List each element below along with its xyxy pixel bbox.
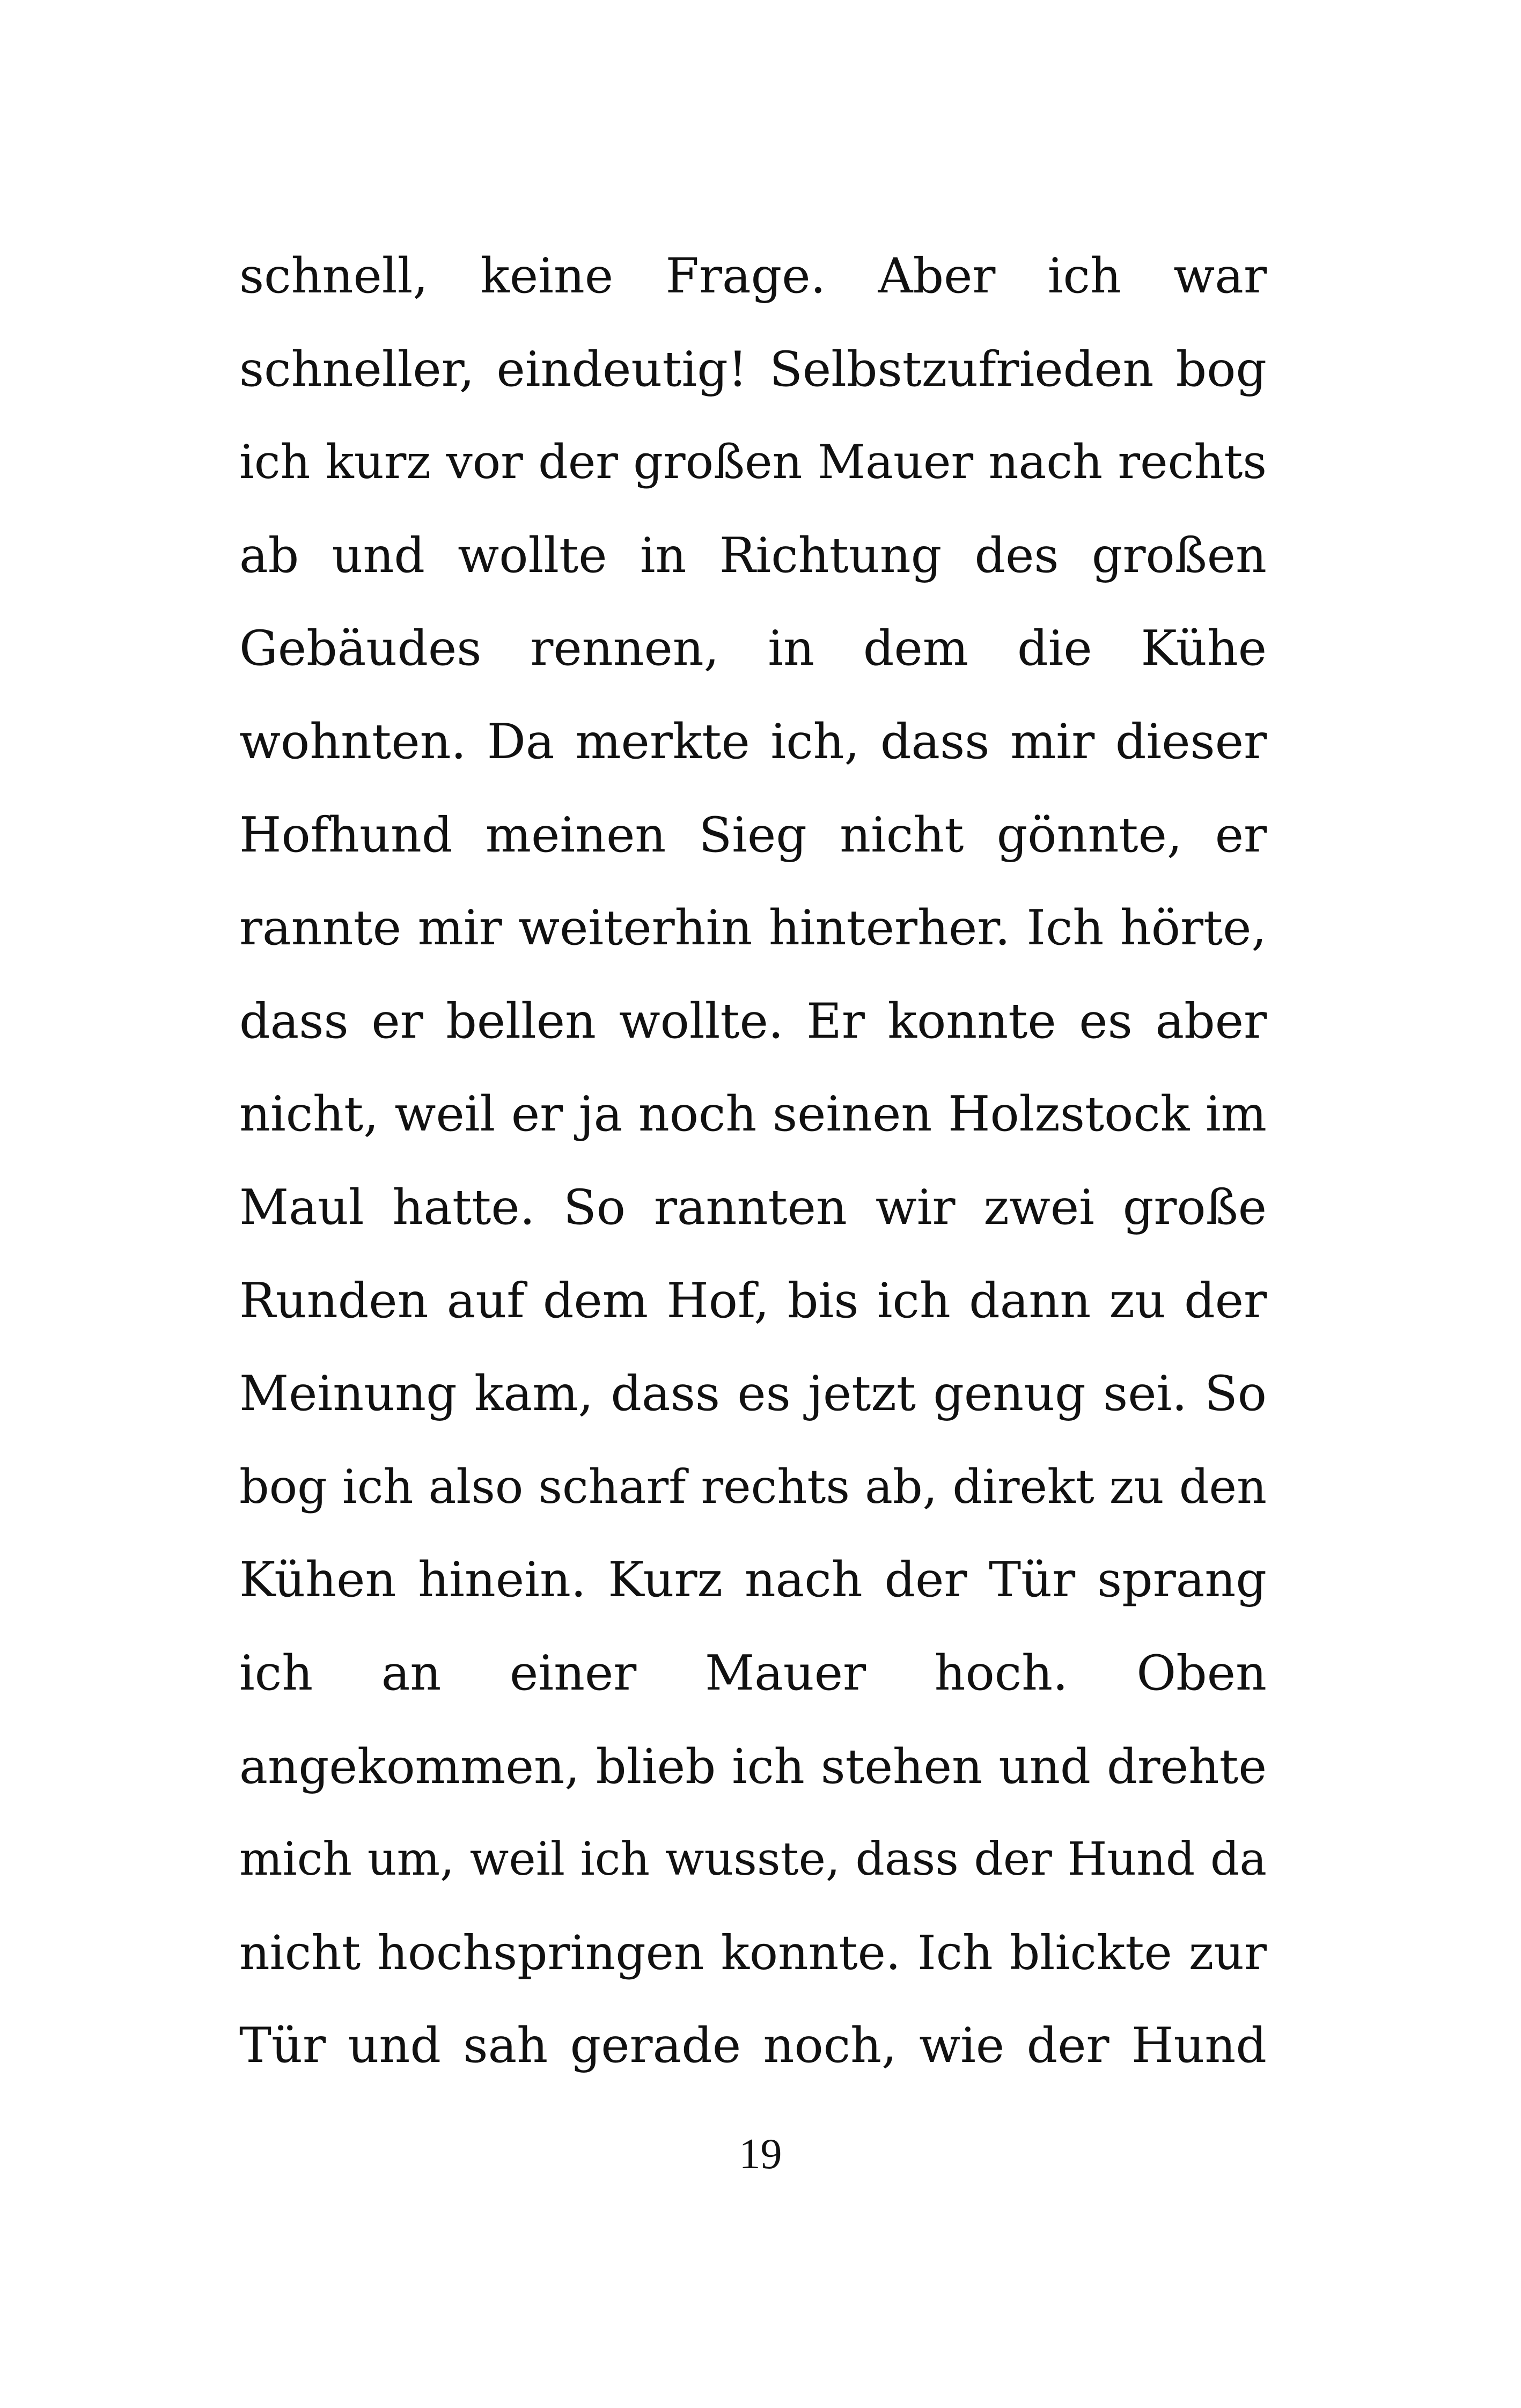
- text-line-4: ab und wollte in Richtung des großen: [239, 527, 1267, 584]
- text-line-15: Kühen hinein. Kurz nach der Tür sprang: [239, 1552, 1267, 1609]
- text-line-13: Meinung kam, dass es jetzt genug sei. So: [239, 1365, 1267, 1422]
- text-line-7: Hofhund meinen Sieg nicht gönnte, er: [239, 806, 1267, 863]
- text-line-18: mich um, weil ich wusste, dass der Hund da: [239, 1833, 1267, 1886]
- text-line-3: ich kurz vor der großen Mauer nach rechts: [239, 435, 1267, 490]
- text-line-10: nicht, weil er ja noch seinen Holzstock im: [239, 1086, 1267, 1143]
- text-line-1: schnell, keine Frage. Aber ich war: [239, 248, 1267, 304]
- text-line-11: Maul hatte. So rannten wir zwei große: [239, 1179, 1267, 1236]
- text-line-9: dass er bellen wollte. Er konnte es aber: [239, 993, 1267, 1049]
- text-line-19: nicht hochspringen konnte. Ich blickte zur: [239, 1925, 1267, 1980]
- page-number: 19: [739, 2131, 782, 2178]
- text-line-5: Gebäudes rennen, in dem die Kühe: [239, 620, 1267, 677]
- text-line-20: Tür und sah gerade noch, wie der Hund: [239, 2017, 1267, 2074]
- text-line-16: ich an einer Mauer hoch. Oben: [239, 1645, 1267, 1701]
- text-line-2: schneller, eindeutig! Selbstzufrieden bog: [239, 341, 1267, 398]
- text-line-12: Runden auf dem Hof, bis ich dann zu der: [239, 1272, 1267, 1329]
- text-line-14: bog ich also scharf rechts ab, direkt zu den: [239, 1459, 1267, 1514]
- text-line-8: rannte mir weiterhin hinterher. Ich hörte,: [239, 900, 1267, 957]
- text-line-6: wohnten. Da merkte ich, dass mir dieser: [239, 713, 1267, 770]
- text-line-17: angekommen, blieb ich stehen und drehte: [239, 1738, 1267, 1794]
- body-text: [239, 230, 1267, 2093]
